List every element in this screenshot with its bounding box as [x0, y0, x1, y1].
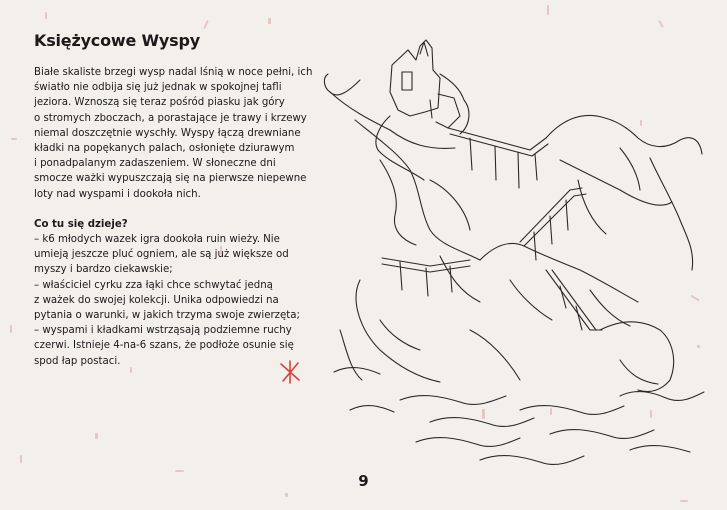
- paper-fleck: [285, 493, 288, 497]
- text-line: umieją jeszcze pluć ogniem, ale są już większe od: [34, 249, 289, 261]
- text-line: – właściciel cyrku zza łąki chce schwytać jedną: [34, 279, 273, 291]
- text-line: spod łap postaci.: [34, 355, 121, 367]
- text-line: i ponadpalanym zadaszeniem. W słoneczne dni: [34, 158, 276, 170]
- paper-fleck: [547, 5, 549, 15]
- paper-fleck: [11, 138, 17, 140]
- page-title: Księżycowe Wyspy: [34, 31, 200, 50]
- text-line: smocze ważki wypuszczają się na pierwsze niepewne: [34, 173, 307, 185]
- page-number: 9: [358, 472, 369, 490]
- paper-fleck: [658, 20, 664, 28]
- paper-fleck: [10, 325, 12, 333]
- events-paragraph: [34, 232, 306, 369]
- text-line: niemal doszczętnie wyschły. Wyspy łączą drewniane: [34, 127, 301, 139]
- text-line: o stromych zboczach, a porastające je trawy i krzewy: [34, 112, 307, 124]
- islands-illustration: [320, 30, 715, 475]
- red-star-mark: [278, 360, 302, 384]
- text-line: jeziora. Wznoszą się teraz pośród piasku jak góry: [34, 97, 285, 109]
- text-line: Białe skaliste brzegi wysp nadal lśnią w noce pełni, ich: [34, 67, 313, 78]
- text-line: światło nie odbija się już jednak w spokojnej tafli: [34, 82, 282, 94]
- text-line: czerwi. Istnieje 4-na-6 szans, że podłoże osunie się: [34, 340, 294, 352]
- paper-fleck: [203, 20, 209, 29]
- text-line: – wyspami i kładkami wstrząsają podziemne ruchy: [34, 325, 292, 337]
- paper-fleck: [680, 500, 688, 502]
- paper-fleck: [268, 18, 271, 24]
- paper-fleck: [20, 455, 22, 463]
- text-line: pytania o warunki, w jakich trzyma swoje zwierzęta;: [34, 310, 300, 322]
- text-line: z ważek do swojej kolekcji. Unika odpowiedzi na: [34, 294, 279, 306]
- body-text: [34, 65, 313, 369]
- paper-fleck: [95, 433, 98, 439]
- text-line: myszy i bardzo ciekawskie;: [34, 264, 173, 276]
- description-paragraph: [34, 65, 313, 202]
- text-line: – k6 młodych wazek igra dookoła ruin wieży. Nie: [34, 234, 280, 246]
- text-line: kładki na popękanych palach, osłonięte dziurawym: [34, 143, 295, 155]
- paper-fleck: [45, 12, 47, 19]
- text-line: loty nad wyspami i dookoła nich.: [34, 188, 201, 200]
- section-subheading: Co tu się dzieje?: [34, 218, 128, 230]
